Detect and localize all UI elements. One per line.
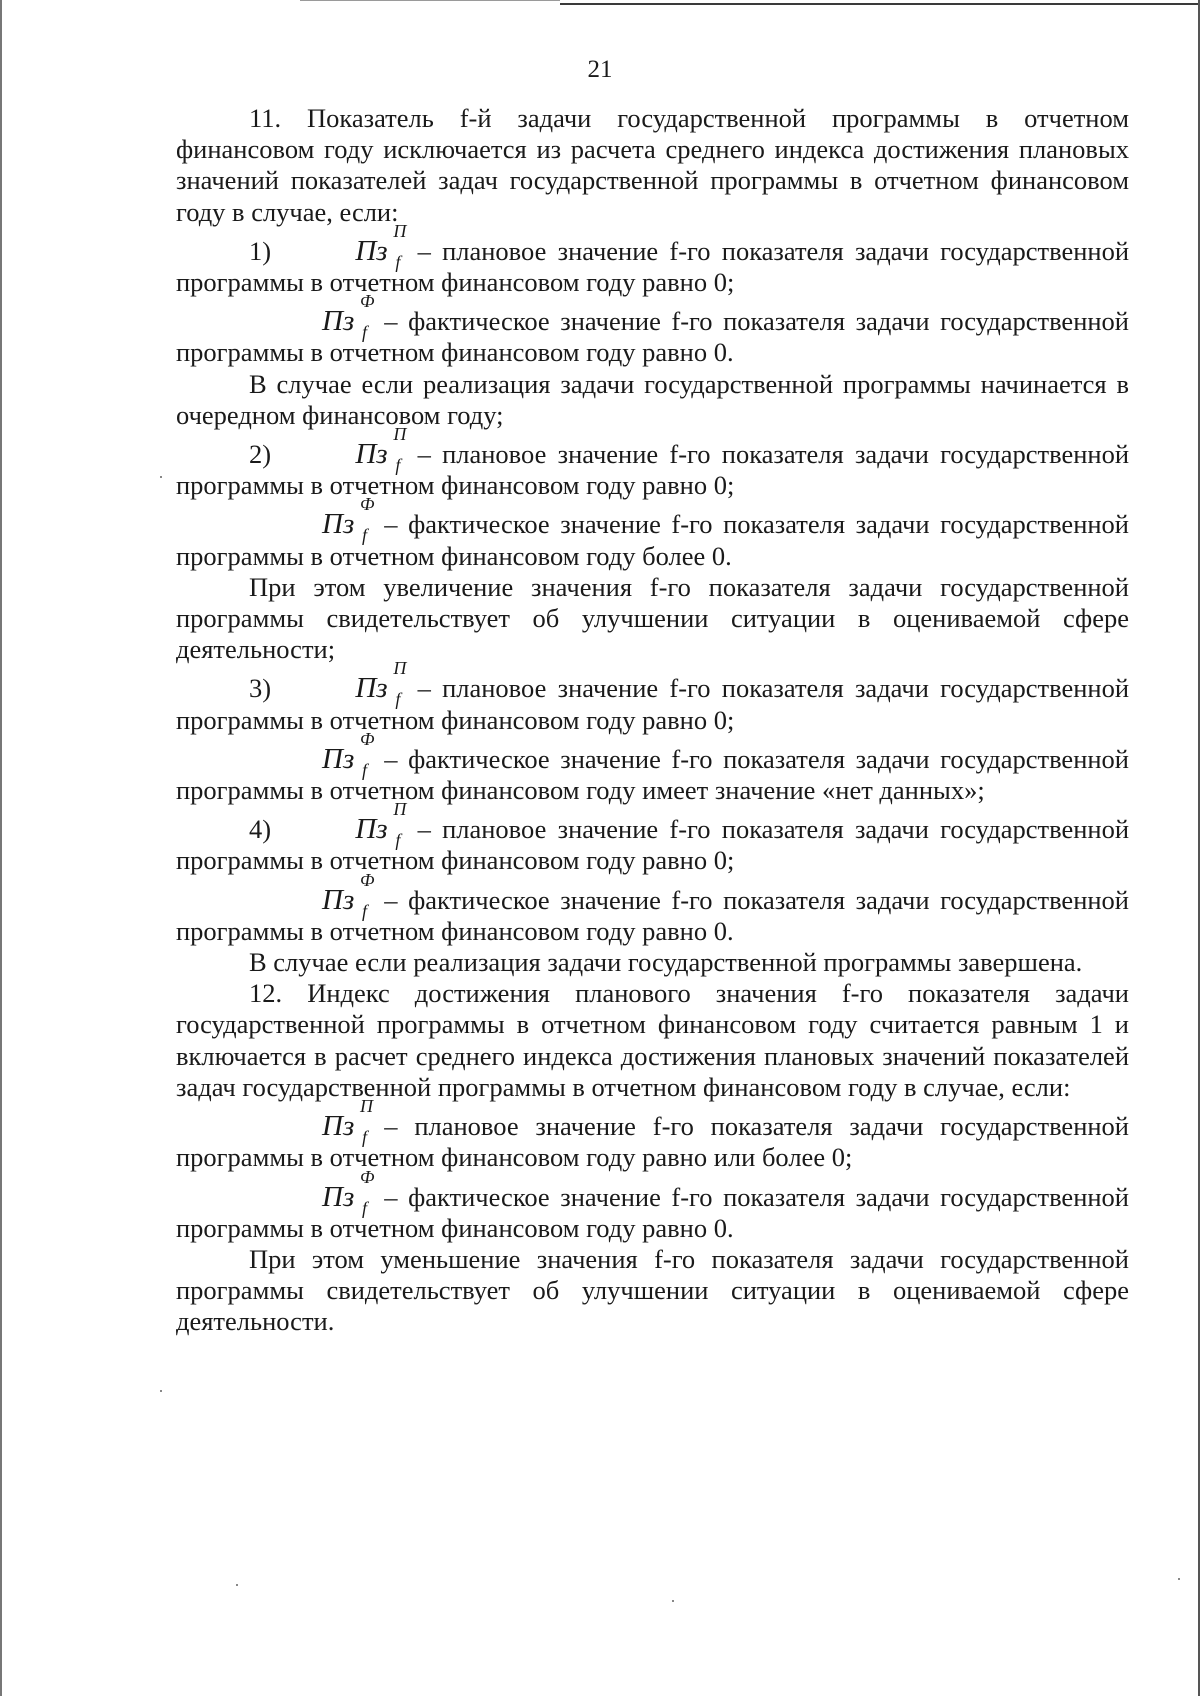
scan-edge-left [0, 0, 2, 1696]
formula-fact-indicator: Пз Ф f [322, 728, 375, 780]
scan-speck [672, 1600, 674, 1602]
note-1: В случае если реализация задачи государственной программы начинается в очередном финансовом году; [176, 368, 1129, 430]
condition-number: 4) [249, 814, 272, 845]
formula-plan-indicator: Пз П f [355, 658, 407, 710]
condition-text: – фактическое значение f-го показателя задачи государственной программы в отчетном финансовом году равно 0. [176, 306, 1129, 368]
condition-3-fact [176, 728, 1129, 806]
condition-number: 1) [249, 235, 272, 266]
scan-speck [236, 1584, 238, 1586]
formula-plan-indicator: Пз П f [355, 220, 407, 272]
formula-fact-indicator: Пз Ф f [322, 1166, 375, 1218]
scan-speck [1178, 1578, 1180, 1580]
scan-edge-top [560, 3, 1200, 5]
formula-fact-indicator: Пз Ф f [322, 494, 375, 546]
condition-text: – фактическое значение f-го показателя задачи государственной программы в отчетном финансовом году равно 0. [176, 884, 1129, 946]
formula-plan-indicator: Пз П f [355, 799, 407, 851]
note-4: В случае если реализация задачи государственной программы завершена. [249, 947, 1083, 978]
page-number: 21 [587, 56, 613, 83]
formula-plan-indicator: Пз П f [355, 424, 407, 476]
scan-speck [160, 476, 162, 478]
condition-1-fact [176, 291, 1129, 368]
note-2: При этом увеличение значения f-го показателя задачи государственной программы свидетельствует об улучшении ситуации в оцениваемой сфере деятельности; [176, 571, 1129, 665]
condition-text: – плановое значение f-го показателя задачи государственной программы в отчетном финансовом году равно или более 0; [176, 1111, 1129, 1173]
condition-text: – плановое значение f-го показателя задачи государственной программы в отчетном финансовом году равно 0; [176, 235, 1129, 298]
paragraph-12: 12. Индекс достижения планового значения f-го показателя задачи государственной программы в отчетном финансовом году считается равным 1 и включается в расчет среднего индекса достижения плановых значений показателей задач государственной программы в отчетном финансовом году в случае, если: [176, 978, 1129, 1102]
note-5: При этом уменьшение значения f-го показателя задачи государственной программы свидетельствует об улучшении ситуации в оцениваемой сфере деятельности. [176, 1243, 1129, 1337]
condition-text: – плановое значение f-го показателя задачи государственной программы в отчетном финансовом году равно 0; [176, 673, 1129, 735]
condition-text: – фактическое значение f-го показателя задачи государственной программы в отчетном финансовом году имеет значение «нет данных»; [176, 743, 1129, 806]
scan-edge-top-faint [300, 0, 560, 1]
document-body [176, 103, 1129, 1338]
paragraph-11: 11. Показатель f-й задачи государственной программы в отчетном финансовом году исключается из расчета среднего индекса достижения плановых значений показателей задач государственной программы в отчетном финансовом году в случае, если: [176, 103, 1129, 227]
scan-speck [160, 1390, 162, 1392]
condition-text: – фактическое значение f-го показателя задачи государственной программы в отчетном финансовом году равно 0. [176, 1181, 1129, 1243]
condition-2-fact [176, 494, 1129, 571]
formula-plan-indicator: Пз П f [322, 1096, 373, 1148]
condition-5-fact [176, 1166, 1129, 1244]
condition-text: – фактическое значение f-го показателя задачи государственной программы в отчетном финансовом году более 0. [176, 509, 1129, 571]
condition-4-fact [176, 869, 1129, 947]
condition-number: 3) [249, 673, 272, 704]
formula-fact-indicator: Пз Ф f [322, 291, 375, 343]
formula-fact-indicator: Пз Ф f [322, 869, 375, 921]
condition-text: – плановое значение f-го показателя задачи государственной программы в отчетном финансовом году равно 0; [176, 814, 1129, 876]
condition-text: – плановое значение f-го показателя задачи государственной программы в отчетном финансовом году равно 0; [176, 439, 1129, 501]
condition-number: 2) [249, 439, 272, 470]
